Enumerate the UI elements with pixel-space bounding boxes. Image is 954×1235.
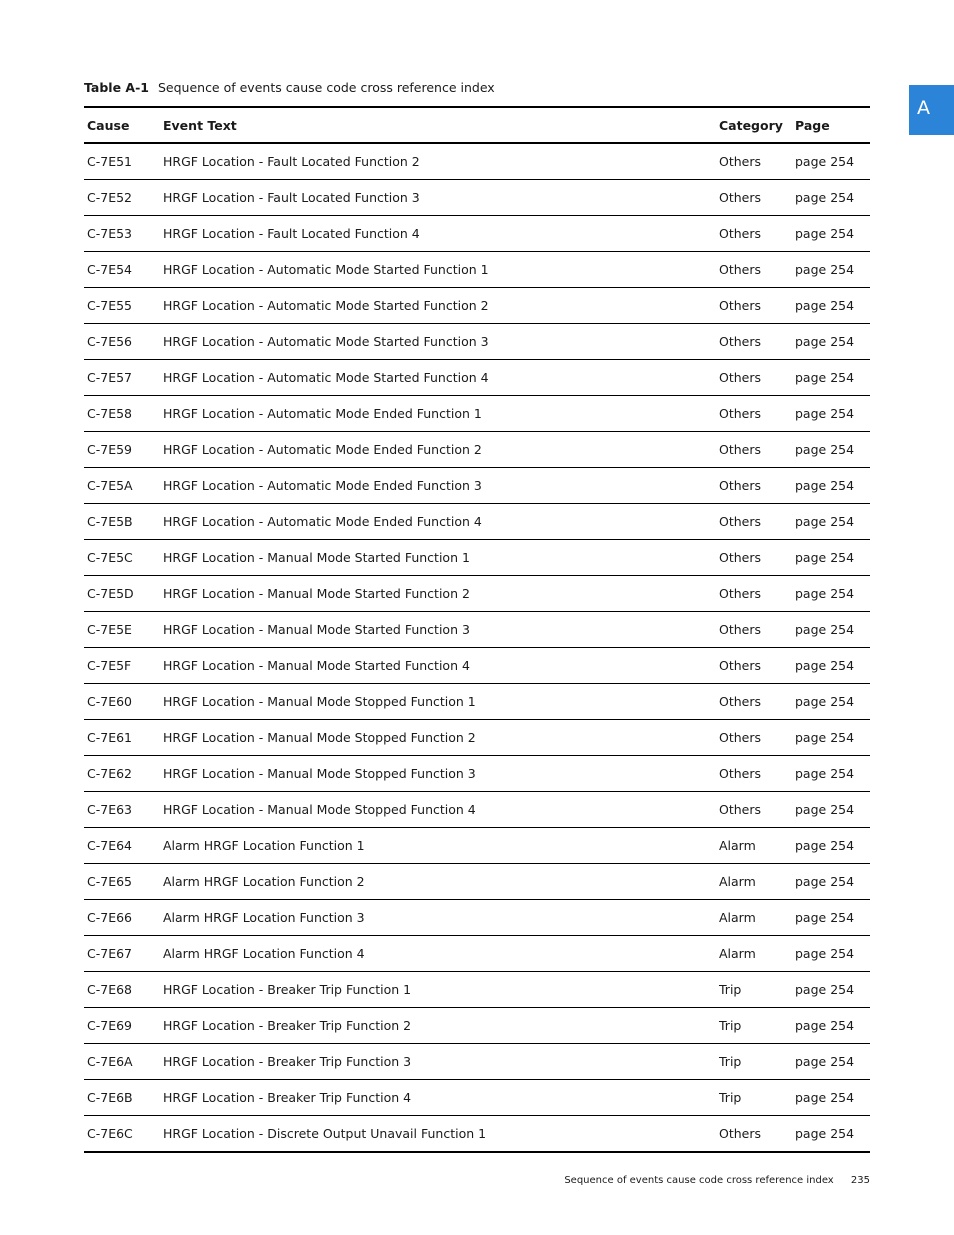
event-text-cell: Alarm HRGF Location Function 4 (160, 936, 716, 972)
event-text-cell: HRGF Location - Manual Mode Stopped Function 2 (160, 720, 716, 756)
category-cell: Others (716, 396, 792, 432)
event-text-cell: HRGF Location - Manual Mode Started Function 3 (160, 612, 716, 648)
category-cell: Others (716, 792, 792, 828)
category-cell: Others (716, 756, 792, 792)
category-cell: Others (716, 612, 792, 648)
table-row (84, 396, 870, 432)
page-ref-cell: page 254 (792, 720, 870, 756)
event-text-cell: HRGF Location - Breaker Trip Function 1 (160, 972, 716, 1008)
category-cell: Others (716, 324, 792, 360)
page-ref-cell: page 254 (792, 1080, 870, 1116)
table-row (84, 180, 870, 216)
table-row (84, 720, 870, 756)
category-cell: Others (716, 576, 792, 612)
cause-cell: C-7E5A (84, 468, 160, 504)
table-row (84, 936, 870, 972)
cause-cell: C-7E68 (84, 972, 160, 1008)
category-cell: Trip (716, 972, 792, 1008)
event-text-cell: HRGF Location - Manual Mode Stopped Function 3 (160, 756, 716, 792)
cause-cell: C-7E6A (84, 1044, 160, 1080)
page-ref-cell: page 254 (792, 756, 870, 792)
table-row (84, 828, 870, 864)
page-ref-cell: page 254 (792, 792, 870, 828)
appendix-tab: A (909, 85, 954, 135)
event-text-cell: HRGF Location - Fault Located Function 2 (160, 143, 716, 180)
event-text-cell: HRGF Location - Manual Mode Started Function 1 (160, 540, 716, 576)
cause-cell: C-7E54 (84, 252, 160, 288)
header-cause: Cause (84, 107, 160, 143)
table-row (84, 1080, 870, 1116)
page-ref-cell: page 254 (792, 252, 870, 288)
cause-cell: C-7E69 (84, 1008, 160, 1044)
page-ref-cell: page 254 (792, 612, 870, 648)
page-ref-cell: page 254 (792, 432, 870, 468)
cause-cell: C-7E63 (84, 792, 160, 828)
cause-cell: C-7E66 (84, 900, 160, 936)
cause-cell: C-7E61 (84, 720, 160, 756)
page-ref-cell: page 254 (792, 864, 870, 900)
category-cell: Others (716, 360, 792, 396)
event-text-cell: Alarm HRGF Location Function 3 (160, 900, 716, 936)
table-header-row (84, 107, 870, 143)
cause-cell: C-7E52 (84, 180, 160, 216)
cause-cell: C-7E57 (84, 360, 160, 396)
category-cell: Trip (716, 1044, 792, 1080)
category-cell: Others (719, 1126, 762, 1141)
category-cell: Alarm (716, 900, 792, 936)
cause-cell: C-7E5D (84, 576, 160, 612)
event-text-cell: HRGF Location - Breaker Trip Function 4 (160, 1080, 716, 1116)
page-ref-cell: page 254 (792, 504, 870, 540)
table-row (84, 468, 870, 504)
table-row (84, 324, 870, 360)
page-ref-cell: page 254 (792, 324, 870, 360)
category-cell: Trip (716, 1008, 792, 1044)
header-event-text: Event Text (160, 107, 716, 143)
table-row (84, 288, 870, 324)
cause-cell: C-7E65 (84, 864, 160, 900)
cause-cell: C-7E56 (84, 324, 160, 360)
table-row (84, 216, 870, 252)
table-row (84, 864, 870, 900)
cross-reference-table (84, 106, 870, 1153)
table-row (84, 1008, 870, 1044)
category-cell: Others (716, 504, 792, 540)
table-row (84, 972, 870, 1008)
table-caption-title: Sequence of events cause code cross reference index (157, 80, 495, 95)
cause-cell: C-7E60 (84, 684, 160, 720)
table-row (84, 1116, 870, 1153)
cause-cell: C-7E53 (84, 216, 160, 252)
event-text-cell: HRGF Location - Discrete Output Unavail Function 1 (163, 1126, 487, 1141)
cause-cell: C-7E55 (84, 288, 160, 324)
page-ref-cell: page 254 (792, 684, 870, 720)
page-footer (564, 1175, 870, 1186)
page-ref-cell: page 254 (792, 900, 870, 936)
table-row (84, 612, 870, 648)
page-ref-cell: page 254 (795, 1126, 855, 1141)
category-cell: Others (716, 252, 792, 288)
event-text-cell: Alarm HRGF Location Function 2 (160, 864, 716, 900)
table-row (84, 900, 870, 936)
event-text-cell: HRGF Location - Automatic Mode Started Function 3 (160, 324, 716, 360)
cause-cell: C-7E5E (84, 612, 160, 648)
cause-cell: C-7E58 (84, 396, 160, 432)
page-ref-cell: page 254 (792, 1008, 870, 1044)
cause-cell: C-7E5F (84, 648, 160, 684)
table-row (84, 360, 870, 396)
table-row (84, 143, 870, 180)
table-row (84, 252, 870, 288)
table-row (84, 504, 870, 540)
cause-cell: C-7E5B (84, 504, 160, 540)
table-row (84, 756, 870, 792)
category-cell: Alarm (716, 828, 792, 864)
category-cell: Others (716, 684, 792, 720)
table-caption-label: Table A-1 (84, 80, 149, 95)
cause-cell: C-7E59 (84, 432, 160, 468)
page-ref-cell: page 254 (792, 972, 870, 1008)
table-row (84, 576, 870, 612)
event-text-cell: HRGF Location - Automatic Mode Ended Function 3 (160, 468, 716, 504)
event-text-cell: HRGF Location - Manual Mode Started Function 2 (160, 576, 716, 612)
category-cell: Others (716, 143, 792, 180)
cause-cell: C-7E51 (84, 143, 160, 180)
table-row (84, 432, 870, 468)
category-cell: Others (716, 720, 792, 756)
cause-cell: C-7E67 (84, 936, 160, 972)
event-text-cell: HRGF Location - Breaker Trip Function 3 (160, 1044, 716, 1080)
category-cell: Others (716, 180, 792, 216)
category-cell: Others (716, 468, 792, 504)
event-text-cell: HRGF Location - Automatic Mode Ended Function 2 (160, 432, 716, 468)
category-cell: Alarm (716, 936, 792, 972)
page-ref-cell: page 254 (792, 288, 870, 324)
table-row (84, 792, 870, 828)
cause-cell: C-7E5C (84, 540, 160, 576)
page-ref-cell: page 254 (792, 648, 870, 684)
cause-cell: C-7E6C (87, 1126, 133, 1141)
event-text-cell: HRGF Location - Manual Mode Started Function 4 (160, 648, 716, 684)
table-row (84, 684, 870, 720)
event-text-cell: HRGF Location - Automatic Mode Started Function 1 (160, 252, 716, 288)
page-ref-cell: page 254 (792, 396, 870, 432)
category-cell: Alarm (716, 864, 792, 900)
category-cell: Others (716, 648, 792, 684)
header-page: Page (792, 107, 870, 143)
page-ref-cell: page 254 (792, 540, 870, 576)
event-text-cell: HRGF Location - Manual Mode Stopped Function 1 (160, 684, 716, 720)
page-ref-cell: page 254 (792, 360, 870, 396)
event-text-cell: HRGF Location - Automatic Mode Ended Function 4 (160, 504, 716, 540)
event-text-cell: Alarm HRGF Location Function 1 (160, 828, 716, 864)
event-text-cell: HRGF Location - Automatic Mode Started Function 4 (160, 360, 716, 396)
event-text-cell: HRGF Location - Manual Mode Stopped Function 4 (160, 792, 716, 828)
event-text-cell: HRGF Location - Breaker Trip Function 2 (160, 1008, 716, 1044)
table-row (84, 1044, 870, 1080)
page-ref-cell: page 254 (792, 936, 870, 972)
page-ref-cell: page 254 (792, 216, 870, 252)
page-ref-cell: page 254 (792, 143, 870, 180)
header-category: Category (716, 107, 792, 143)
cause-cell: C-7E64 (84, 828, 160, 864)
page-number: 235 (850, 1175, 870, 1186)
page-ref-cell: page 254 (792, 468, 870, 504)
event-text-cell: HRGF Location - Fault Located Function 4 (160, 216, 716, 252)
event-text-cell: HRGF Location - Automatic Mode Started Function 2 (160, 288, 716, 324)
category-cell: Others (716, 432, 792, 468)
page-ref-cell: page 254 (792, 576, 870, 612)
cause-cell: C-7E62 (84, 756, 160, 792)
cause-cell: C-7E6B (84, 1080, 160, 1116)
category-cell: Others (716, 216, 792, 252)
event-text-cell: HRGF Location - Automatic Mode Ended Function 1 (160, 396, 716, 432)
table-caption (84, 80, 495, 95)
footer-title: Sequence of events cause code cross reference index (564, 1175, 834, 1186)
page-ref-cell: page 254 (792, 180, 870, 216)
table-row (84, 648, 870, 684)
event-text-cell: HRGF Location - Fault Located Function 3 (160, 180, 716, 216)
category-cell: Others (716, 288, 792, 324)
page-ref-cell: page 254 (792, 828, 870, 864)
table-row (84, 540, 870, 576)
category-cell: Others (716, 540, 792, 576)
page-ref-cell: page 254 (792, 1044, 870, 1080)
category-cell: Trip (716, 1080, 792, 1116)
